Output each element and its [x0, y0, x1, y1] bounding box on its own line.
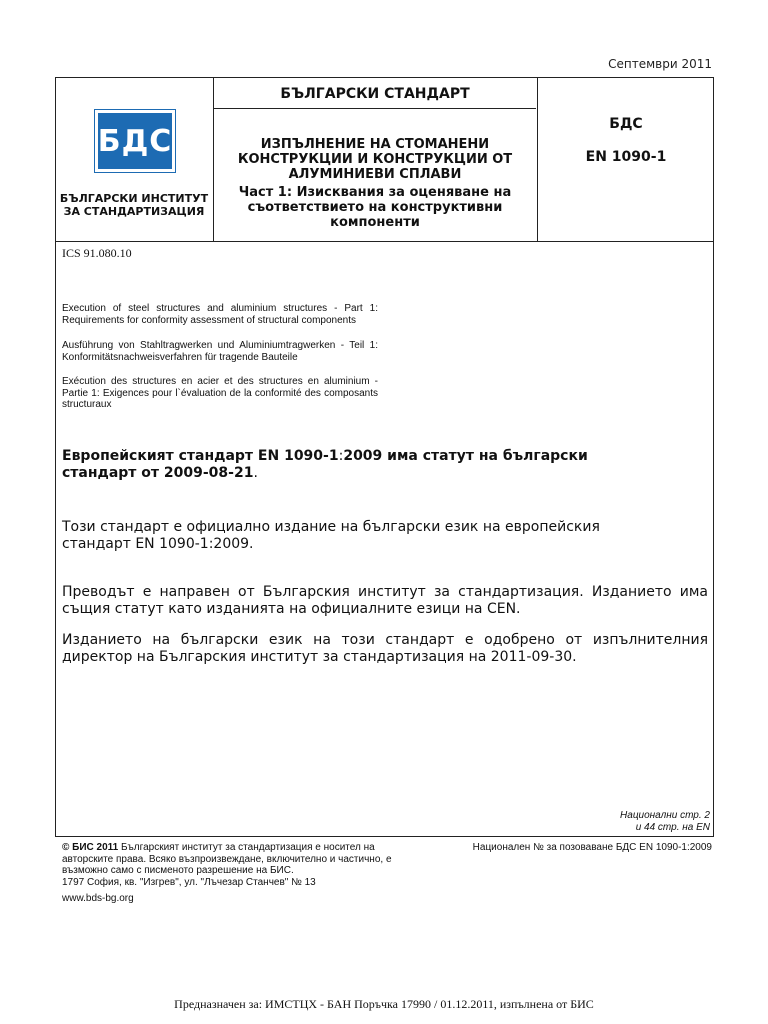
- french-title: Exécution des structures en acier et des structures en aluminium - Partie 1: Exigences pour l`évaluation de la conformité des composants structuraux: [62, 376, 378, 410]
- website-link[interactable]: www.bds-bg.org: [62, 893, 134, 904]
- bds-logo-text: БДС: [97, 123, 173, 159]
- institute-name: БЪЛГАРСКИ ИНСТИТУТ ЗА СТАНДАРТИЗАЦИЯ: [59, 192, 209, 218]
- order-footer: Предназначен за: ИМСТЦХ - БАН Поръчка 17990 / 01.12.2011, изпълнена от БИС: [174, 997, 594, 1011]
- german-title: Ausführung von Stahltragwerken und Aluminiumtragwerken - Teil 1: Konformitätsnachweisverfahren für tragende Bauteile: [62, 340, 378, 363]
- standard-label: БЪЛГАРСКИ СТАНДАРТ: [280, 86, 470, 102]
- national-pages: [620, 810, 710, 834]
- ics-code: ICS 91.080.10: [62, 246, 132, 260]
- title-row-divider: [213, 108, 536, 109]
- publication-date: Септември 2011: [608, 57, 712, 71]
- national-reference: Национален № за позоваване БДС EN 1090-1:2009: [472, 842, 712, 853]
- official-edition-paragraph: Този стандарт е официално издание на български език на европейския стандарт EN 1090-1:2009.: [62, 519, 600, 552]
- status-colon: :: [338, 448, 344, 464]
- copyright-text: Българският институт за стандартизация е носител на авторските права. Всяко възпроизвеждане, включително и частично, е възможно само с писменото разрешение на БИС.: [62, 842, 392, 877]
- status-statement: [62, 448, 632, 482]
- national-pages-line1: Национални стр. 2: [620, 810, 710, 821]
- approval-paragraph: Изданието на български език на този стандарт е одобрено от изпълнителния директор на Българския институт за стандартизация на 2011-09-30.: [62, 632, 708, 665]
- english-title: Execution of steel structures and aluminium structures - Part 1: Requirements for conformity assessment of structural components: [62, 303, 378, 326]
- document-title: ИЗПЪЛНЕНИЕ НА СТОМАНЕНИ КОНСТРУКЦИИ И КОНСТРУКЦИИ ОТ АЛУМИНИЕВИ СПЛАВИ: [237, 137, 513, 182]
- header-divider: [56, 241, 713, 242]
- document-subtitle: Част 1: Изисквания за оценяване на съответствието на конструктивни компоненти: [238, 185, 512, 230]
- national-pages-line2: и 44 стр. на EN: [635, 822, 710, 833]
- institute-address: 1797 София, кв. "Изгрев", ул. "Лъчезар Станчев" № 13: [62, 876, 316, 888]
- status-middle: 2009 има статут на български стандарт от 2009-08-21: [62, 448, 588, 481]
- copyright-notice: [62, 842, 407, 888]
- translation-paragraph: Преводът е направен от Българския институт за стандартизация. Изданието има същия статут като изданията на официалните езици на CEN.: [62, 584, 708, 617]
- status-prefix: Европейският стандарт EN 1090-1: [62, 448, 339, 464]
- bds-label: БДС: [609, 116, 643, 132]
- standard-number: EN 1090-1: [585, 149, 667, 165]
- bds-logo: [95, 110, 175, 172]
- copyright-holder: © БИС 2011: [62, 842, 119, 853]
- status-end: .: [253, 465, 258, 481]
